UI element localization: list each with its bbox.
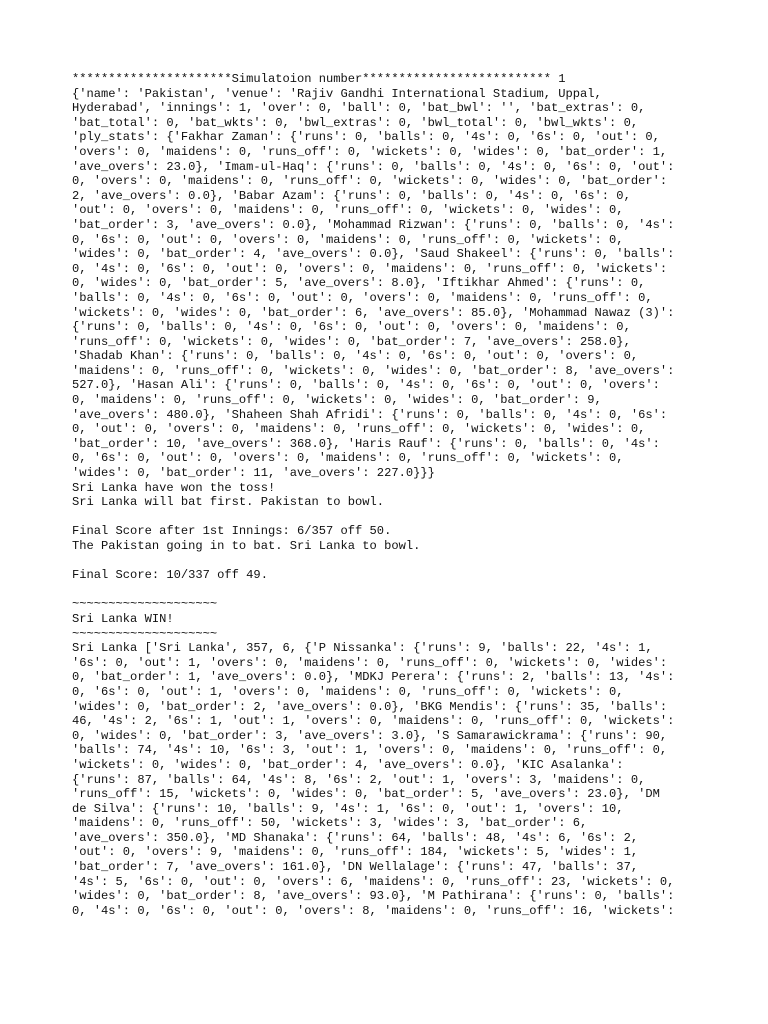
text-line: 'out': 0, 'overs': 0, 'maidens': 0, 'runs_off': 0, 'wickets': 0, 'wides': 0,: [72, 203, 624, 218]
text-line: Hyderabad', 'innings': 1, 'over': 0, 'ball': 0, 'bat_bwl': '', 'bat_extras': 0,: [72, 101, 646, 116]
text-line: 'wides': 0, 'bat_order': 8, 'ave_overs': 93.0}, 'M Pathirana': {'runs': 0, 'balls':: [72, 889, 675, 904]
text-line: 'ave_overs': 480.0}, 'Shaheen Shah Afridi': {'runs': 0, 'balls': 0, '4s': 0, '6s':: [72, 407, 668, 422]
text-line: 0, 'out': 0, 'overs': 0, 'maidens': 0, 'runs_off': 0, 'wickets': 0, 'wides': 0,: [72, 422, 646, 437]
text-line: **********************Simulatoion number************************** 1: [72, 72, 566, 86]
text-line: 'ply_stats': {'Fakhar Zaman': {'runs': 0, 'balls': 0, '4s': 0, '6s': 0, 'out': 0,: [72, 130, 660, 145]
text-line: 'maidens': 0, 'runs_off': 0, 'wickets': 0, 'wides': 0, 'bat_order': 8, 'ave_overs':: [72, 363, 675, 378]
text-line: '4s': 5, '6s': 0, 'out': 0, 'overs': 6, 'maidens': 0, 'runs_off': 23, 'wickets': 0,: [72, 874, 675, 889]
text-line: 0, 'maidens': 0, 'runs_off': 0, 'wickets': 0, 'wides': 0, 'bat_order': 9,: [72, 393, 602, 408]
text-line: 'overs': 0, 'maidens': 0, 'runs_off': 0, 'wickets': 0, 'wides': 0, 'bat_order': 1,: [72, 144, 668, 159]
text-line: [72, 510, 702, 525]
text-line: Sri Lanka will bat first. Pakistan to bowl.: [72, 495, 385, 510]
text-line: 46, '4s': 2, '6s': 1, 'out': 1, 'overs': 0, 'maidens': 0, 'runs_off': 0, 'wickets':: [72, 714, 675, 729]
text-line: 0, 'wides': 0, 'bat_order': 3, 'ave_overs': 3.0}, 'S Samarawickrama': {'runs': 90,: [72, 728, 668, 743]
text-line: Sri Lanka WIN!: [72, 611, 174, 626]
text-line: [72, 554, 702, 569]
text-line: 0, '4s': 0, '6s': 0, 'out': 0, 'overs': 8, 'maidens': 0, 'runs_off': 16, 'wickets':: [72, 903, 675, 918]
text-line: 'Shadab Khan': {'runs': 0, 'balls': 0, '4s': 0, '6s': 0, 'out': 0, 'overs': 0,: [72, 349, 639, 364]
text-line: 'runs_off': 15, 'wickets': 0, 'wides': 0, 'bat_order': 5, 'ave_overs': 23.0}, 'DM: [72, 787, 660, 802]
text-line: de Silva': {'runs': 10, 'balls': 9, '4s': 1, '6s': 0, 'out': 1, 'overs': 10,: [72, 801, 624, 816]
text-line: ~~~~~~~~~~~~~~~~~~~~: [72, 597, 218, 612]
text-line: 'balls': 74, '4s': 10, '6s': 3, 'out': 1, 'overs': 0, 'maidens': 0, 'runs_off': 0,: [72, 743, 668, 758]
text-line: 0, '6s': 0, 'out': 0, 'overs': 0, 'maidens': 0, 'runs_off': 0, 'wickets': 0,: [72, 451, 624, 466]
text-line: 'balls': 0, '4s': 0, '6s': 0, 'out': 0, 'overs': 0, 'maidens': 0, 'runs_off': 0,: [72, 290, 653, 305]
text-line: ~~~~~~~~~~~~~~~~~~~~: [72, 626, 218, 641]
text-line: Sri Lanka ['Sri Lanka', 357, 6, {'P Nissanka': {'runs': 9, 'balls': 22, '4s': 1,: [72, 641, 653, 656]
text-line: 'wides': 0, 'bat_order': 4, 'ave_overs': 0.0}, 'Saud Shakeel': {'runs': 0, 'balls':: [72, 247, 675, 262]
text-line: Final Score: 10/337 off 49.: [72, 568, 268, 583]
text-line: 527.0}, 'Hasan Ali': {'runs': 0, 'balls': 0, '4s': 0, '6s': 0, 'out': 0, 'overs':: [72, 378, 660, 393]
text-line: 0, '6s': 0, 'out': 0, 'overs': 0, 'maidens': 0, 'runs_off': 0, 'wickets': 0,: [72, 232, 624, 247]
text-line: 'bat_order': 3, 'ave_overs': 0.0}, 'Mohammad Rizwan': {'runs': 0, 'balls': 0, '4s':: [72, 217, 675, 232]
text-line: 2, 'ave_overs': 0.0}, 'Babar Azam': {'runs': 0, 'balls': 0, '4s': 0, '6s': 0,: [72, 188, 631, 203]
text-line: 'out': 0, 'overs': 9, 'maidens': 0, 'runs_off': 184, 'wickets': 5, 'wides': 1,: [72, 845, 639, 860]
text-line: Final Score after 1st Innings: 6/357 off 50.: [72, 524, 392, 539]
text-line: 'bat_order': 7, 'ave_overs': 161.0}, 'DN Wellalage': {'runs': 47, 'balls': 37,: [72, 860, 639, 875]
text-line: 0, '4s': 0, '6s': 0, 'out': 0, 'overs': 0, 'maidens': 0, 'runs_off': 0, 'wickets':: [72, 261, 668, 276]
text-line: 'runs_off': 0, 'wickets': 0, 'wides': 0, 'bat_order': 7, 'ave_overs': 258.0},: [72, 334, 631, 349]
text-line: 'ave_overs': 23.0}, 'Imam-ul-Haq': {'runs': 0, 'balls': 0, '4s': 0, '6s': 0, 'out':: [72, 159, 675, 174]
text-line: 'ave_overs': 350.0}, 'MD Shanaka': {'runs': 64, 'balls': 48, '4s': 6, '6s': 2,: [72, 830, 639, 845]
text-line: 'bat_total': 0, 'bat_wkts': 0, 'bwl_extras': 0, 'bwl_total': 0, 'bwl_wkts': 0,: [72, 115, 639, 130]
text-line: 0, '6s': 0, 'out': 1, 'overs': 0, 'maidens': 0, 'runs_off': 0, 'wickets': 0,: [72, 684, 624, 699]
text-line: Sri Lanka have won the toss!: [72, 480, 276, 495]
text-line: 'wickets': 0, 'wides': 0, 'bat_order': 4, 'ave_overs': 0.0}, 'KIC Asalanka':: [72, 757, 624, 772]
text-line: 'wides': 0, 'bat_order': 11, 'ave_overs': 227.0}}}: [72, 466, 435, 481]
text-line: 'bat_order': 10, 'ave_overs': 368.0}, 'Haris Rauf': {'runs': 0, 'balls': 0, '4s':: [72, 436, 660, 451]
text-line: The Pakistan going in to bat. Sri Lanka to bowl.: [72, 539, 421, 553]
text-line: '6s': 0, 'out': 1, 'overs': 0, 'maidens': 0, 'runs_off': 0, 'wickets': 0, 'wides':: [72, 655, 668, 670]
text-line: {'name': 'Pakistan', 'venue': 'Rajiv Gandhi International Stadium, Uppal,: [72, 86, 602, 101]
text-line: 0, 'wides': 0, 'bat_order': 5, 'ave_overs': 8.0}, 'Iftikhar Ahmed': {'runs': 0,: [72, 276, 646, 291]
text-line: [72, 583, 702, 598]
text-line: {'runs': 87, 'balls': 64, '4s': 8, '6s': 2, 'out': 1, 'overs': 3, 'maidens': 0,: [72, 772, 646, 787]
text-line: 'wides': 0, 'bat_order': 2, 'ave_overs': 0.0}, 'BKG Mendis': {'runs': 35, 'balls':: [72, 699, 668, 714]
text-line: {'runs': 0, 'balls': 0, '4s': 0, '6s': 0, 'out': 0, 'overs': 0, 'maidens': 0,: [72, 320, 631, 335]
text-line: 0, 'overs': 0, 'maidens': 0, 'runs_off': 0, 'wickets': 0, 'wides': 0, 'bat_order':: [72, 174, 668, 189]
text-line: 'maidens': 0, 'runs_off': 50, 'wickets': 3, 'wides': 3, 'bat_order': 6,: [72, 816, 588, 831]
text-line: 0, 'bat_order': 1, 'ave_overs': 0.0}, 'MDKJ Perera': {'runs': 2, 'balls': 13, '4s':: [72, 670, 675, 685]
document-page: [72, 72, 702, 918]
text-line: 'wickets': 0, 'wides': 0, 'bat_order': 6, 'ave_overs': 85.0}, 'Mohammad Nawaz (3)':: [72, 305, 675, 320]
